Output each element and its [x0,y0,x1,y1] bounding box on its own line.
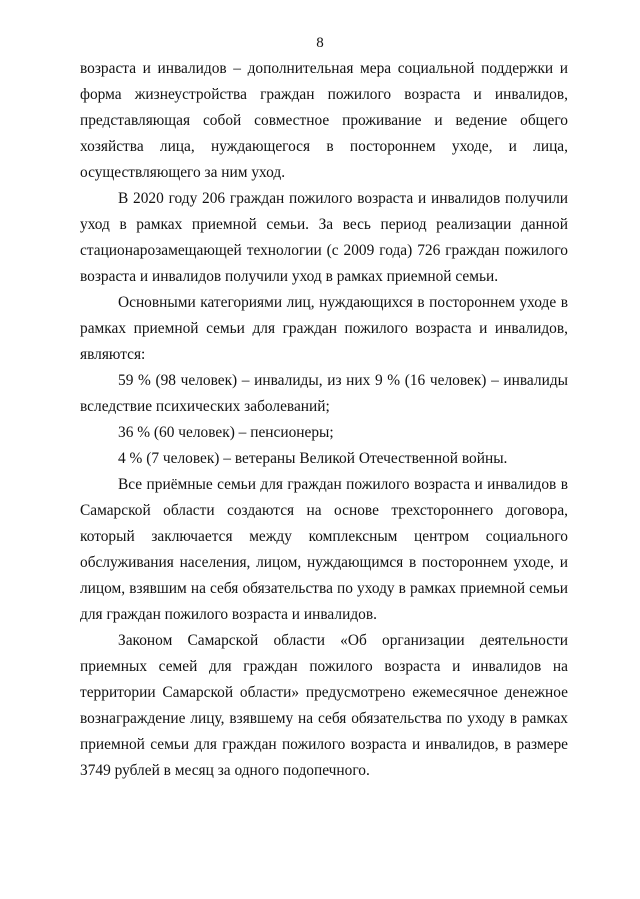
text-line: Законом Самарской области «Об организации деятельности [118,632,568,649]
text-line: стационарозамещающей технологии (с 2009 года) 726 граждан пожилого [80,242,568,259]
text-line: возраста и инвалидов – дополнительная мера социальной поддержки и [80,60,568,77]
text-line: вследствие психических заболеваний; [80,398,330,415]
text-line: для граждан пожилого возраста и инвалидов. [80,606,377,623]
text-line: осуществляющего за ним уход. [80,164,286,181]
text-line: В 2020 году 206 граждан пожилого возраста и инвалидов получили [118,190,568,207]
list-item-disabled [80,368,568,420]
paragraph-law-remuneration [80,628,568,784]
text-line: 36 % (60 человек) – пенсионеры; [118,424,334,441]
text-line: лицом, взявшим на себя обязательства по уходу в рамках приемной семьи [80,580,568,597]
text-line: 3749 рублей в месяц за одного подопечного. [80,762,370,779]
list-item-pensioners [80,420,568,446]
text-line: приемных семей для граждан пожилого возраста и инвалидов на [80,658,568,675]
text-line: возраста и инвалидов получили уход в рамках приемной семьи. [80,268,499,285]
text-line: Основными категориями лиц, нуждающихся в постороннем уходе в [118,294,568,311]
text-line: вознаграждение лицу, взявшему на себя обязательства по уходу в рамках [80,710,568,727]
text-line: обслуживания населения, лицом, нуждающимся в постороннем уходе, и [80,554,568,571]
text-line: 59 % (98 человек) – инвалиды, из них 9 % (16 человек) – инвалиды [118,372,568,389]
text-line: приемной семьи для граждан пожилого возраста и инвалидов, в размере [80,736,568,753]
paragraph-2020-statistics [80,186,568,290]
text-line: рамках приемной семьи для граждан пожилого возраста и инвалидов, [80,320,568,337]
text-line: который заключается между комплексным центром социального [80,528,568,545]
text-line: хозяйства лица, нуждающегося в постороннем уходе, и лица, [80,138,568,155]
text-line: 4 % (7 человек) – ветераны Великой Отечественной войны. [118,450,508,467]
paragraph-care-definition [80,56,568,186]
paragraph-tripartite-agreement [80,472,568,628]
page-number: 8 [316,35,324,51]
text-line: Все приёмные семьи для граждан пожилого возраста и инвалидов в [118,476,568,493]
text-line: представляющая собой совместное проживание и ведение общего [80,112,568,129]
list-item-veterans [80,446,568,472]
document-body [80,56,568,784]
text-line: Самарской области создаются на основе трехстороннего договора, [80,502,568,519]
text-line: территории Самарской области» предусмотрено ежемесячное денежное [80,684,568,701]
paragraph-categories-intro [80,290,568,368]
text-line: форма жизнеустройства граждан пожилого возраста и инвалидов, [80,86,568,103]
text-line: являются: [80,346,146,363]
text-line: уход в рамках приемной семьи. За весь период реализации данной [80,216,568,233]
